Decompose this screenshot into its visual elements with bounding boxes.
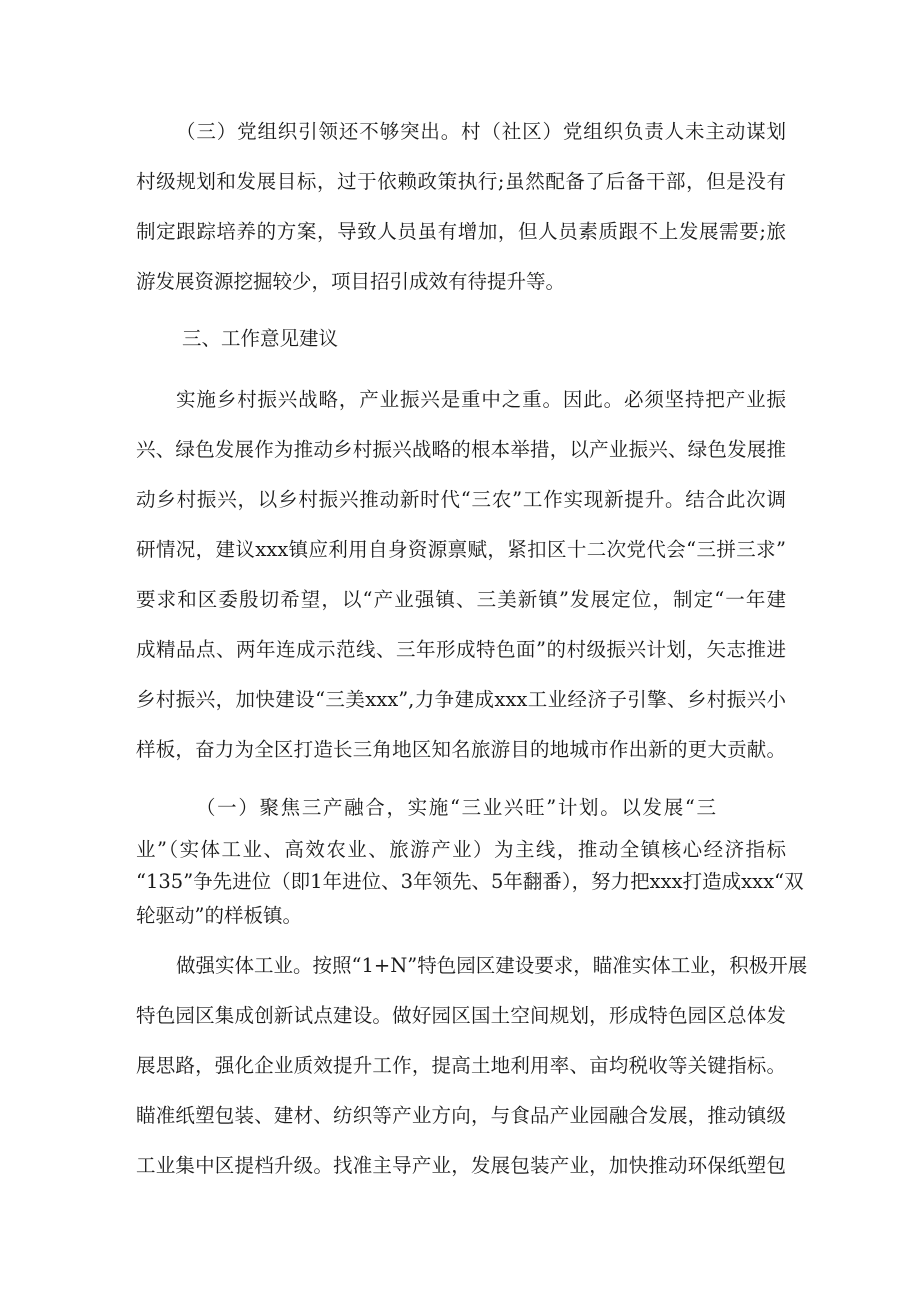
paragraph-1-line-3: 制定跟踪培养的方案，导致人员虽有增加，但人员素质跟不上发展需要;旅 [136, 220, 786, 243]
paragraph-4-line-5: 工业集中区提档升级。找准主导产业，发展包装产业，加快推动环保纸塑包 [136, 1154, 786, 1177]
paragraph-4-line-4: 瞄准纸塑包装、建材、纺织等产业方向，与食品产业园融合发展，推动镇级 [136, 1104, 786, 1127]
paragraph-2-line-7: 乡村振兴，加快建设“三美xxx”,力争建成xxx工业经济子引擎、乡村振兴小 [136, 688, 786, 711]
paragraph-1-line-1: （三）党组织引领还不够突出。村（社区）党组织负责人未主动谋划 [176, 120, 786, 143]
paragraph-4-line-2: 特色园区集成创新试点建设。做好园区国土空间规划，形成特色园区总体发 [136, 1004, 786, 1027]
paragraph-2-line-5: 要求和区委殷切希望，以“产业强镇、三美新镇”发展定位，制定“一年建 [136, 588, 786, 611]
paragraph-2-line-3: 动乡村振兴，以乡村振兴推动新时代“三农”工作实现新提升。结合此次调 [136, 488, 786, 511]
paragraph-3-line-1: （一）聚焦三产融合，实施“三业兴旺”计划。以发展“三 [196, 796, 716, 819]
paragraph-2-line-1: 实施乡村振兴战略，产业振兴是重中之重。因此。必须坚持把产业振 [176, 388, 786, 411]
paragraph-1-line-4: 游发展资源挖掘较少，项目招引成效有待提升等。 [136, 270, 566, 293]
paragraph-2-line-4: 研情况，建议xxx镇应利用自身资源禀赋，紧扣区十二次党代会“三拼三求” [136, 538, 786, 561]
paragraph-3-line-4: 轮驱动”的样板镇。 [136, 904, 302, 927]
paragraph-4-line-3: 展思路，强化企业质效提升工作，提高土地利用率、亩均税收等关键指标。 [136, 1054, 786, 1077]
paragraph-4-line-1: 做强实体工业。按照“1+N”特色园区建设要求，瞄准实体工业，积极开展 [176, 954, 808, 977]
paragraph-3-line-3: “135”争先进位（即1年进位、3年领先、5年翻番），努力把xxx打造成xxx“双 [136, 870, 804, 893]
paragraph-2-line-8: 样板，奋力为全区打造长三角地区知名旅游目的地城市作出新的更大贡献。 [136, 738, 786, 761]
paragraph-3-line-2: 业”（实体工业、高效农业、旅游产业）为主线，推动全镇核心经济指标 [136, 838, 786, 861]
paragraph-2-line-2: 兴、绿色发展作为推动乡村振兴战略的根本举措，以产业振兴、绿色发展推 [136, 438, 786, 461]
section-heading: 三、工作意见建议 [182, 327, 339, 350]
paragraph-1-line-2: 村级规划和发展目标，过于依赖政策执行;虽然配备了后备干部，但是没有 [136, 170, 786, 193]
paragraph-2-line-6: 成精品点、两年连成示范线、三年形成特色面”的村级振兴计划，矢志推进 [136, 638, 786, 661]
